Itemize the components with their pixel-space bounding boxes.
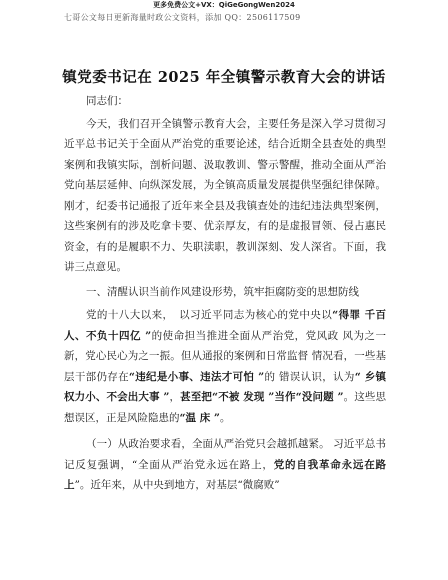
- para2-quote-4: 甚至把“不被 发现 ”当作“没问题 ”: [180, 391, 344, 403]
- document-body: [64, 91, 386, 496]
- top-banner: 更多免费公文+VX：QiGeGongWen2024: [153, 1, 295, 9]
- para2-quote-5: “温 床 ”: [179, 411, 220, 424]
- para2-text-3: 的 错误认识，认为: [264, 370, 355, 383]
- para2-text-5: 。这些思想误区，正是风险隐患的: [64, 391, 387, 424]
- document-title: 镇党委书记在 2025 年全镇警示教育大会的讲话: [62, 69, 386, 86]
- paragraph-2: [64, 305, 386, 428]
- para2-text-4: ，: [169, 391, 181, 403]
- salutation: 同志们：: [86, 95, 128, 107]
- para2-quote-2: “违纪是小事、违法才可怕 ”: [128, 370, 265, 383]
- section-heading-1: 一、清醒认识当前作风建设形势，筑牢拒腐防变的思想防线: [86, 285, 359, 298]
- para2-text-1: 党的十八大以来， 以习近平同志为核心的党中央以: [86, 309, 333, 321]
- paragraph-3: [64, 434, 386, 496]
- header-note: 七哥公文每日更新海量时政公文资料，添加 QQ：2506117509: [64, 13, 301, 22]
- para2-quote-3: “ 乡镇权力小、不会出大事 ”: [64, 370, 387, 403]
- para2-text-2: 的使命担当推进全面从严治党，党风政 风为之一新，党心民心为之一振。但从通报的案例和日常监督 情况看，一些基层干部仍存在: [64, 329, 386, 383]
- para3-text-1: （一）从政治要求看，全面从严治党只会越抓越紧。 习近平总书记反复强调，: [64, 438, 386, 471]
- intro-paragraph: 今天，我们召开全镇警示教育大会，主要任务是深入学习贯彻习近平总书记关于全面从严治党的重要论述，结合近期全县查处的典型案例和我镇实际，剖析问题、汲取教训、警示警醒，推动全面从严治党向基层延伸、向纵深发展，为全镇高质量发展提供坚强纪律保障。刚才，纪委书记通报了近年来全县及我镇查处的违纪违法典型案例，这些案例有的涉及吃拿卡要、优亲厚友，有的是虚报冒领、侵占惠民资金，有的是履职不力、失职渎职，教训深刻、发人深省。下面，我讲三点意见。: [64, 117, 386, 273]
- para2-text-6: 。: [219, 411, 231, 424]
- para3-quote-1: “全面从严治党永远在路上，: [131, 458, 274, 471]
- para3-text-2: ”。近年来，从中央到地方，对基层“微腐败”: [74, 479, 280, 491]
- para2-quote-1: “得罪 千百人、不负十四亿 ”: [64, 309, 387, 342]
- para3-quote-2: 党的自我革命永远在路上: [64, 458, 387, 491]
